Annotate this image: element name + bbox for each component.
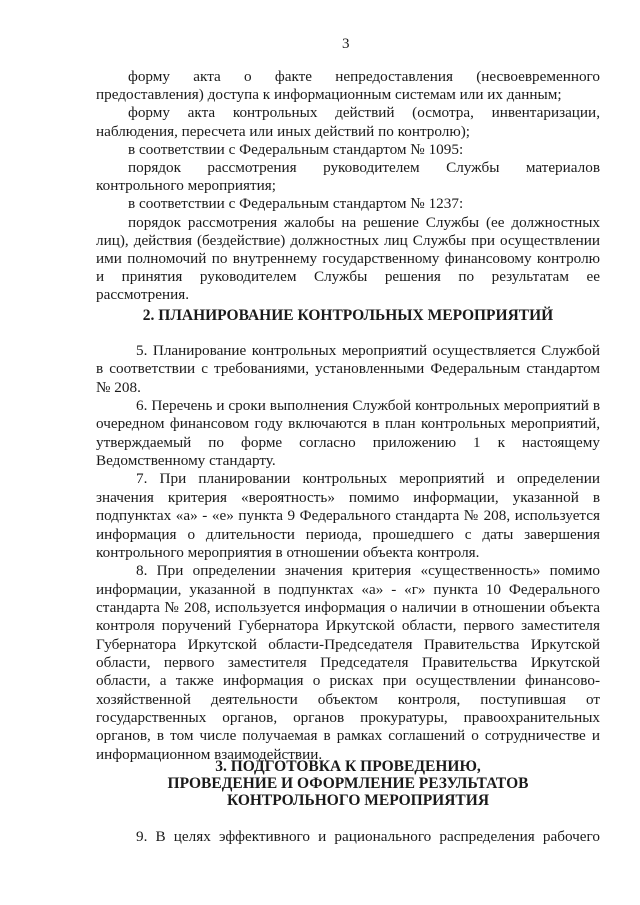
text-line: в соответствии с требованиями, установленными Федеральным стандартом xyxy=(96,360,600,378)
text-line: информация о длительности периода, прошедшего с даты завершения xyxy=(96,525,600,543)
text-line: контроля поручений Губернатора Иркутской области, первого заместителя xyxy=(96,617,600,635)
page-number: 3 xyxy=(342,36,350,52)
text-line: утверждаемый по форме согласно приложению 1 к настоящему xyxy=(96,433,600,451)
text-line: стандарта № 208, используется информация о наличии в отношении объекта xyxy=(96,598,600,616)
text-line: хозяйственной деятельности объектом контроля, поступившая от xyxy=(96,690,600,708)
text-line: ими полномочий по внутреннему государственному финансовому контролю xyxy=(96,250,600,267)
text-line: 8. При определении значения критерия «существенность» помимо xyxy=(136,562,600,580)
text-line: предоставления) доступа к информационным системам или их данным; xyxy=(96,86,562,104)
text-line: 9. В целях эффективного и рационального распределения рабочего xyxy=(136,828,600,845)
section-2-heading: 2. ПЛАНИРОВАНИЕ КОНТРОЛЬНЫХ МЕРОПРИЯТИЙ xyxy=(142,307,554,324)
text-line: лиц), действия (бездействие) должностных лиц Службы при осуществлении xyxy=(96,231,600,249)
text-line: значения критерия «вероятность» помимо информации, указанной в xyxy=(96,488,600,506)
text-line: № 208. xyxy=(96,378,141,396)
text-line: рассмотрения. xyxy=(96,286,190,304)
text-line: очередном финансовом году включаются в план контрольных мероприятий, xyxy=(96,415,600,433)
text-line: области, первого заместителя Председателя Правительства Иркутской xyxy=(96,653,600,671)
text-line: информации, указанной в подпунктах «а» - «г» пункта 10 Федерального xyxy=(96,580,600,598)
text-line: области, а также информация о рисках при осуществлении финансово- xyxy=(96,672,600,690)
section-3-heading-line: ПРОВЕДЕНИЕ И ОФОРМЛЕНИЕ РЕЗУЛЬТАТОВ xyxy=(167,775,529,792)
text-line: 6. Перечень и сроки выполнения Службой контрольных мероприятий в xyxy=(136,397,600,415)
text-line: контрольного мероприятия в отношении объекта контроля. xyxy=(96,543,480,561)
text-line: 5. Планирование контрольных мероприятий осуществляется Службой xyxy=(136,342,600,359)
text-line: контрольного мероприятия; xyxy=(96,177,276,195)
text-line: Ведомственному стандарту. xyxy=(96,452,276,470)
text-line: в соответствии с Федеральным стандартом № 1237: xyxy=(128,195,464,213)
section-3-heading-line: 3. ПОДГОТОВКА К ПРОВЕДЕНИЮ, xyxy=(215,758,481,775)
text-line: в соответствии с Федеральным стандартом № 1095: xyxy=(128,140,464,158)
text-line: подпунктах «а» - «е» пункта 9 Федерального стандарта № 208, используется xyxy=(96,507,600,525)
text-line: форму акта о факте непредоставления (несвоевременного xyxy=(128,68,600,85)
text-line: порядок рассмотрения жалобы на решение Службы (ее должностных xyxy=(128,213,600,231)
text-line: форму акта контрольных действий (осмотра, инвентаризации, xyxy=(128,104,600,122)
text-line: Губернатора Иркутской области-Председателя Правительства Иркутской xyxy=(96,635,600,653)
text-line: государственных органов, органов прокуратуры, правоохранительных xyxy=(96,709,600,726)
text-line: порядок рассмотрения руководителем Службы материалов xyxy=(128,159,600,176)
text-line: и принятия руководителем Службы решения по результатам ее xyxy=(96,268,600,286)
text-line: органов, в том числе получаемая в рамках соглашений о сотрудничестве и xyxy=(96,727,600,745)
text-line: 7. При планировании контрольных мероприятий и определении xyxy=(136,470,600,488)
section-3-heading-line: КОНТРОЛЬНОГО МЕРОПРИЯТИЯ xyxy=(226,792,490,809)
text-line: информационном взаимодействии. xyxy=(96,745,323,763)
text-line: наблюдения, пересчета или иных действий по контролю); xyxy=(96,122,470,140)
